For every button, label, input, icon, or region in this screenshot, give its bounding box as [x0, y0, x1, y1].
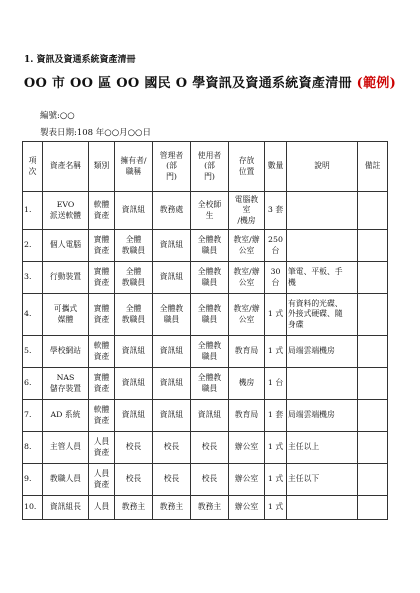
cell-description: 局端雲端機房: [287, 400, 358, 432]
cell-item-no: 9.: [23, 464, 43, 496]
cell-category: 人員 資產: [89, 432, 115, 464]
cell-description: [287, 230, 358, 262]
cell-asset-name: 行動裝置: [43, 262, 89, 294]
cell-location: 教室/辦 公室: [229, 262, 265, 294]
cell-note: [358, 294, 388, 336]
title-example-tag: (範例): [356, 76, 397, 91]
cell-user: 校長: [191, 432, 229, 464]
cell-manager: 資訊組: [153, 230, 191, 262]
cell-asset-name: 學校網站: [43, 336, 89, 368]
cell-quantity: 30 台: [265, 262, 287, 294]
cell-item-no: 7.: [23, 400, 43, 432]
header-asset-name: 資產名稱: [43, 142, 89, 192]
cell-description: 主任以下: [287, 464, 358, 496]
cell-owner: 教務主: [115, 496, 153, 520]
table-row: [23, 400, 388, 432]
cell-item-no: 3.: [23, 262, 43, 294]
cell-quantity: 250 台: [265, 230, 287, 262]
header-category: 類別: [89, 142, 115, 192]
cell-asset-name: NAS 儲存裝置: [43, 368, 89, 400]
cell-category: 人員: [89, 496, 115, 520]
cell-owner: 校長: [115, 464, 153, 496]
cell-quantity: 1 式: [265, 294, 287, 336]
cell-manager: 校長: [153, 464, 191, 496]
cell-manager: 教務主: [153, 496, 191, 520]
cell-asset-name: EVO 派送軟體: [43, 192, 89, 230]
cell-asset-name: 主管人員: [43, 432, 89, 464]
cell-note: [358, 400, 388, 432]
table-row: [23, 336, 388, 368]
cell-description: 局端雲端機房: [287, 336, 358, 368]
cell-description: [287, 192, 358, 230]
cell-user: 全體教 職員: [191, 294, 229, 336]
cell-asset-name: 教職人員: [43, 464, 89, 496]
cell-location: 教室/辦 公室: [229, 230, 265, 262]
cell-quantity: 3 套: [265, 192, 287, 230]
cell-note: [358, 432, 388, 464]
cell-user: 全體教 職員: [191, 336, 229, 368]
cell-owner: 全體 教職員: [115, 294, 153, 336]
cell-quantity: 1 套: [265, 400, 287, 432]
cell-location: 辦公室: [229, 464, 265, 496]
table-row: [23, 432, 388, 464]
creation-date: 製表日期:108 年○○月○○日: [40, 128, 151, 138]
table-row: [23, 368, 388, 400]
cell-note: [358, 262, 388, 294]
cell-owner: 資訊組: [115, 400, 153, 432]
cell-user: 全體教 職員: [191, 368, 229, 400]
cell-category: 軟體 資產: [89, 400, 115, 432]
table-body: [23, 192, 388, 520]
cell-asset-name: AD 系統: [43, 400, 89, 432]
cell-item-no: 4.: [23, 294, 43, 336]
header-owner: 擁有者/ 職稱: [115, 142, 153, 192]
title-main: OO 市 OO 區 OO 國民 O 學資訊及資通系統資產清冊: [23, 76, 352, 91]
asset-table: [22, 141, 388, 520]
cell-location: 電腦教 室 /機房: [229, 192, 265, 230]
header-manager: 管理者 (部 門): [153, 142, 191, 192]
cell-category: 軟體 資產: [89, 336, 115, 368]
cell-item-no: 10.: [23, 496, 43, 520]
table-header-row: [23, 142, 388, 192]
cell-category: 實體 資產: [89, 262, 115, 294]
cell-description: 有資料的光碟、 外接式硬碟、隨 身碟: [287, 294, 358, 336]
cell-note: [358, 192, 388, 230]
cell-quantity: 1 式: [265, 496, 287, 520]
cell-user: 全體教 職員: [191, 230, 229, 262]
cell-manager: 資訊組: [153, 336, 191, 368]
header-quantity: 數量: [265, 142, 287, 192]
cell-manager: 校長: [153, 432, 191, 464]
cell-location: 機房: [229, 368, 265, 400]
cell-item-no: 6.: [23, 368, 43, 400]
cell-item-no: 2.: [23, 230, 43, 262]
cell-note: [358, 496, 388, 520]
cell-user: 校長: [191, 464, 229, 496]
cell-category: 軟體 資產: [89, 192, 115, 230]
cell-category: 實體 資產: [89, 368, 115, 400]
cell-item-no: 5.: [23, 336, 43, 368]
cell-asset-name: 個人電腦: [43, 230, 89, 262]
cell-manager: 全體教 職員: [153, 294, 191, 336]
cell-category: 實體 資產: [89, 294, 115, 336]
cell-description: 主任以上: [287, 432, 358, 464]
cell-user: 全校師 生: [191, 192, 229, 230]
cell-user: 全體教 職員: [191, 262, 229, 294]
cell-note: [358, 230, 388, 262]
header-location: 存放 位置: [229, 142, 265, 192]
cell-quantity: 1 式: [265, 432, 287, 464]
cell-asset-name: 可攜式 媒體: [43, 294, 89, 336]
cell-quantity: 1 式: [265, 464, 287, 496]
cell-manager: 資訊組: [153, 368, 191, 400]
cell-owner: 資訊組: [115, 336, 153, 368]
cell-location: 教育局: [229, 400, 265, 432]
cell-category: 人員 資產: [89, 464, 115, 496]
cell-item-no: 8.: [23, 432, 43, 464]
cell-category: 實體 資產: [89, 230, 115, 262]
cell-item-no: 1.: [23, 192, 43, 230]
cell-user: 資訊組: [191, 400, 229, 432]
cell-description: [287, 368, 358, 400]
cell-owner: 全體 教職員: [115, 262, 153, 294]
header-user: 使用者 (部 門): [191, 142, 229, 192]
document-title: [0, 72, 420, 91]
cell-owner: 校長: [115, 432, 153, 464]
cell-note: [358, 464, 388, 496]
cell-quantity: 1 台: [265, 368, 287, 400]
table-row: [23, 496, 388, 520]
cell-owner: 資訊組: [115, 368, 153, 400]
cell-location: 辦公室: [229, 432, 265, 464]
cell-owner: 全體 教職員: [115, 230, 153, 262]
cell-location: 教育局: [229, 336, 265, 368]
table-row: [23, 230, 388, 262]
cell-manager: 教務處: [153, 192, 191, 230]
table-row: [23, 192, 388, 230]
serial-number: 編號:○○: [40, 111, 75, 121]
cell-location: 辦公室: [229, 496, 265, 520]
cell-note: [358, 336, 388, 368]
cell-description: 筆電、平板、手 機: [287, 262, 358, 294]
section-heading: 1. 資訊及資通系統資產清冊: [24, 55, 136, 65]
cell-note: [358, 368, 388, 400]
table-row: [23, 262, 388, 294]
cell-user: 教務主: [191, 496, 229, 520]
cell-owner: 資訊組: [115, 192, 153, 230]
cell-manager: 資訊組: [153, 262, 191, 294]
cell-description: [287, 496, 358, 520]
header-description: 說明: [287, 142, 358, 192]
cell-quantity: 1 式: [265, 336, 287, 368]
cell-manager: 資訊組: [153, 400, 191, 432]
header-note: 備註: [358, 142, 388, 192]
header-item-no: 項 次: [23, 142, 43, 192]
table-row: [23, 294, 388, 336]
table-row: [23, 464, 388, 496]
cell-asset-name: 資訊組長: [43, 496, 89, 520]
cell-location: 教室/辦 公室: [229, 294, 265, 336]
